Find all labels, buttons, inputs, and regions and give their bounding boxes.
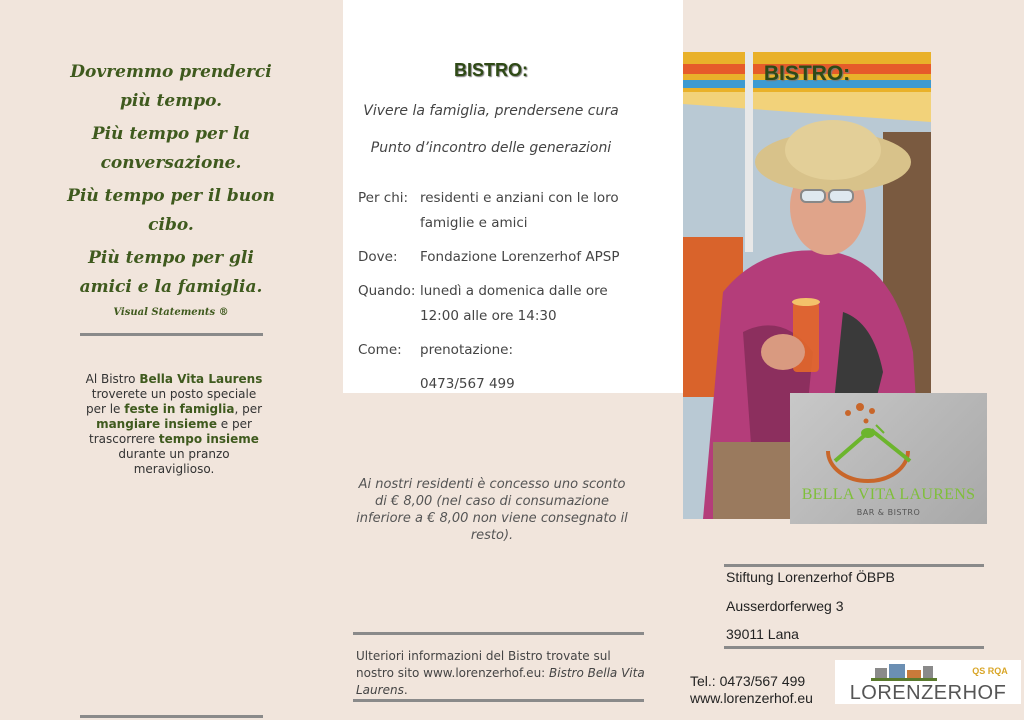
contact-block: [690, 673, 813, 707]
info-value: residenti e anziani con le loro famiglie e amici: [420, 190, 619, 231]
info-row: [358, 372, 648, 397]
divider: [80, 715, 263, 718]
divider: [353, 632, 644, 635]
page-title: BISTRO:: [454, 60, 528, 80]
qs-rqa-badge: QS RQA: [972, 666, 1008, 676]
intro-part: , per: [234, 402, 263, 416]
more-info: [356, 648, 646, 699]
info-row: [358, 186, 648, 236]
info-label: Come:: [358, 342, 402, 358]
intro-bold: tempo insieme: [158, 432, 259, 446]
info-value: Fondazione Lorenzerhof APSP: [420, 249, 620, 265]
intro-text: [84, 372, 264, 477]
phone-number: 0473/567 499: [420, 376, 515, 392]
tagline: Vivere la famiglia, prendersene cura: [363, 103, 619, 119]
info-label: [358, 372, 420, 397]
address-line: 39011 Lana: [726, 626, 799, 642]
divider: [353, 699, 644, 702]
bella-vita-logo: [790, 393, 987, 524]
discount-note: Ai nostri residenti è concesso uno sconto di € 8,00 (nel caso di consumazione inferiore a € 8,00 non viene consegnato il resto).: [356, 477, 628, 543]
phone: Tel.: 0473/567 499: [690, 673, 806, 689]
brand-name: LORENZERHOF: [849, 682, 1007, 704]
photo-title: BISTRO:: [763, 62, 851, 85]
logo-subtitle: BAR & BISTRO: [856, 508, 921, 517]
info-label: Per chi:: [358, 190, 409, 206]
divider: [724, 646, 984, 649]
intro-part: durante un pranzo meraviglioso.: [118, 447, 230, 476]
more-info-text: Ulteriori informazioni del Bistro trovate sul nostro sito www.lorenzerhof.eu:: [356, 649, 611, 680]
info-row: [358, 279, 648, 329]
info-row: [358, 245, 648, 270]
quote-line: Dovremmo prenderci più tempo.: [70, 62, 272, 111]
intro-part: Al Bistro: [85, 372, 140, 386]
quote-line: Più tempo per la conversazione.: [91, 124, 251, 173]
info-label: Dove:: [358, 249, 398, 265]
more-info-italic: Bistro Bella Vita Laurens: [356, 666, 645, 697]
divider: [80, 333, 263, 336]
intro-bold: Bella Vita Laurens: [139, 372, 263, 386]
divider: [724, 564, 984, 567]
address-line: Stiftung Lorenzerhof ÖBPB: [726, 569, 895, 585]
quote-line: Più tempo per gli amici e la famiglia.: [79, 248, 263, 297]
intro-bold: mangiare insieme: [96, 417, 217, 431]
tagline: Punto d’incontro delle generazioni: [370, 140, 612, 156]
info-value: lunedì a domenica dalle ore 12:00 alle ore 14:30: [420, 283, 608, 324]
logo-name: BELLA VITA LAURENS: [801, 486, 976, 503]
intro-part: e per trascorrere: [89, 417, 252, 446]
quote-line: Più tempo per il buon cibo.: [67, 186, 275, 235]
address-line: Ausserdorferweg 3: [726, 598, 844, 614]
website: www.lorenzerhof.eu: [690, 690, 813, 706]
info-row: [358, 338, 648, 363]
more-info-text: .: [403, 683, 408, 697]
plate-icon: [790, 393, 987, 524]
quote-block: [62, 58, 280, 320]
info-label: Quando:: [358, 283, 416, 299]
intro-part: troverete un posto speciale per le: [85, 387, 257, 416]
info-value: prenotazione:: [420, 342, 514, 358]
intro-bold: feste in famiglia: [124, 402, 235, 416]
quote-attribution: Visual Statements ®: [113, 307, 229, 318]
info-list: [358, 186, 648, 406]
